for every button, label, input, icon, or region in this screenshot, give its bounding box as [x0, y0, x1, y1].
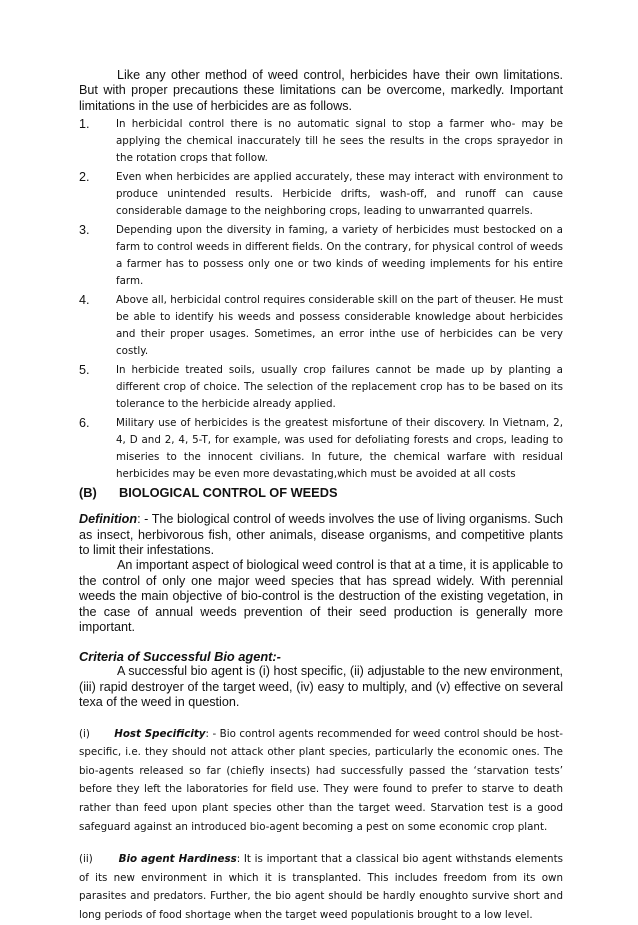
item-number: 1.	[79, 117, 90, 132]
intro-paragraph: Like any other method of weed control, herbicides have their own limitations. But with proper precautions these limitations can be overcome, markedly. Important limitations in the use of herbicides are as follows.	[79, 68, 563, 113]
item-text: In herbicidal control there is no automatic signal to stop a farmer who- may be applying the chemical inaccurately till he sees the results in the crops sprayedor in the rotation crops that follow.	[116, 118, 563, 165]
item-text: Even when herbicides are applied accurately, these may interact with environment to produce unintended results. Herbicide drifts, wash-off, and runoff can cause considerable damage to the neighboring crops, leading to unwarranted quarrels.	[116, 171, 563, 218]
item-number: 3.	[79, 223, 90, 238]
item-number: (ii)	[79, 853, 93, 866]
host-specificity-text: : - Bio control agents recommended for weed control should be host-specific, i.e. they should not attack other plant species, particularly the economic ones. The bio-agents released so far (chiefly insects) had successfully passed the ‘starvation tests’ before they left the laboratories for field use. They were found to prefer to starve to death rather than feed upon plant species other than the target weed. Starvation test is a good safeguard against an introduced bio-agent becoming a pest on some economic crop plant.	[79, 727, 563, 833]
item-text: Above all, herbicidal control requires considerable skill on the part of theuser. He must be able to identify his weeds and possess considerable knowledge about herbicides and their proper usages. Sometimes, an error inthe use of herbicides can be very costly.	[116, 294, 563, 358]
item-number: 4.	[79, 293, 90, 308]
section-title: BIOLOGICAL CONTROL OF WEEDS	[119, 485, 338, 501]
hardiness-paragraph	[79, 850, 563, 924]
item-text: In herbicide treated soils, usually crop failures cannot be made up by planting a different crop of choice. The selection of the replacement crop has to be based on its tolerance to the herbicide already applied.	[116, 364, 563, 411]
section-label: (B)	[79, 485, 97, 501]
criteria-heading: Criteria of Successful Bio agent:-	[79, 649, 281, 665]
item-number: 2.	[79, 170, 90, 185]
item-text: Depending upon the diversity in faming, a variety of herbicides must bestocked on a farm to control weeds in different fields. On the contrary, for physical control of weeds a farmer has to possess only one or two kinds of weeding implements for his entire farm.	[116, 224, 563, 288]
hardiness-term: Bio agent Hardiness	[118, 853, 237, 866]
list-item	[79, 222, 563, 290]
aspect-paragraph: An important aspect of biological weed control is that at a time, it is applicable to the control of only one major weed species that has spread widely. With perennial weeds the main objective of bio-control is the destruction of the existing vegetation, in the case of annual weeds prevention of their seed production is generally more important.	[79, 558, 563, 635]
spacer	[79, 711, 563, 725]
limitations-list	[79, 116, 563, 483]
section-heading	[79, 485, 563, 500]
item-text: Military use of herbicides is the greatest misfortune of their discovery. In Vietnam, 2, 4, D and 2, 4, 5-T, for example, was used for defoliating forests and crops, leading to miseries to the innocent civilians. In future, the chemical warfare with residual herbicides may be even more devastating,which must be avoided at all costs	[116, 417, 563, 481]
hardiness-text: : It is important that a classical bio agent withstands elements of its new environment in which it is transplanted. This includes freedom from its own parasites and predators. Further, the bio agent should be hardly enoughto survive short and long periods of food shortage when the target weed populationis brought to a low level.	[79, 853, 563, 922]
definition-term: Definition	[79, 512, 138, 527]
item-number: 5.	[79, 363, 90, 378]
spacer	[79, 836, 563, 850]
definition-paragraph	[79, 512, 563, 558]
list-item	[79, 292, 563, 360]
list-item	[79, 116, 563, 167]
document-page	[79, 68, 563, 925]
list-item	[79, 169, 563, 220]
host-specificity-paragraph	[79, 725, 563, 837]
item-number: 6.	[79, 416, 90, 431]
list-item	[79, 415, 563, 483]
definition-text: : - The biological control of weeds involves the use of living organisms. Such as insect, herbivorous fish, other animals, disease organisms, and competitive plants to limit their infestations.	[79, 512, 563, 558]
host-specificity-term: Host Specificity	[114, 727, 206, 740]
item-number: (i)	[79, 727, 90, 740]
list-item	[79, 362, 563, 413]
criteria-paragraph: A successful bio agent is (i) host specific, (ii) adjustable to the new environment, (iii) rapid destroyer of the target weed, (iv) easy to multiply, and (v) effective on several texa of the weed in question.	[79, 664, 563, 710]
